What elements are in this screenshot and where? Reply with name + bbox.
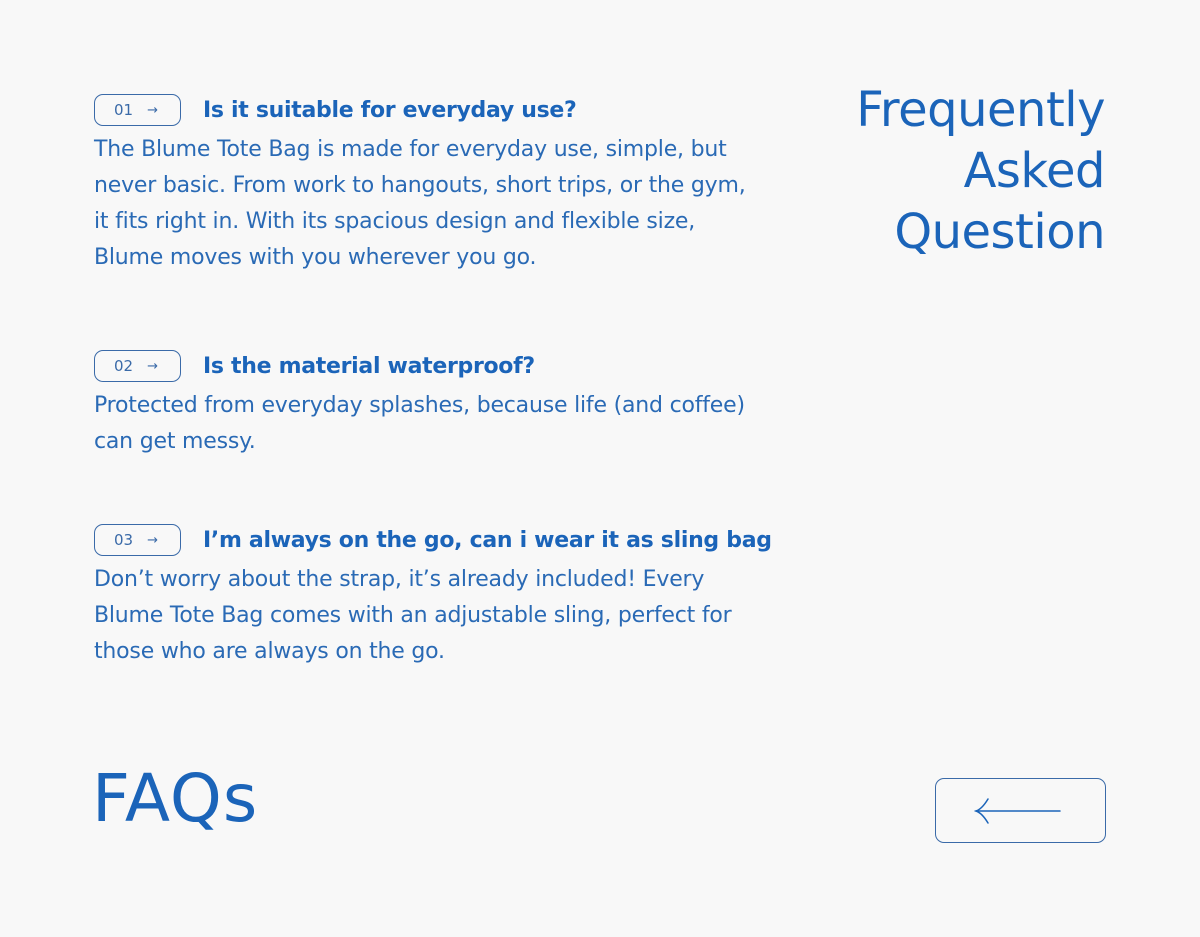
faq-answer-line: Protected from everyday splashes, because life (and coffee) bbox=[94, 393, 745, 418]
arrow-left-icon bbox=[974, 797, 1062, 825]
faq-number: 02 bbox=[114, 357, 134, 375]
page-title-line: Asked bbox=[963, 143, 1105, 199]
faq-item-2 bbox=[94, 350, 745, 460]
faq-answer-line: it fits right in. With its spacious design and flexible size, bbox=[94, 209, 696, 234]
faq-answer-line: Blume Tote Bag comes with an adjustable sling, perfect for bbox=[94, 603, 732, 628]
back-button[interactable] bbox=[935, 778, 1106, 843]
faq-item-header bbox=[94, 350, 745, 382]
faq-answer-line: never basic. From work to hangouts, short trips, or the gym, bbox=[94, 173, 746, 198]
faq-answer-line: Blume moves with you wherever you go. bbox=[94, 245, 537, 270]
faq-question: Is the material waterproof? bbox=[203, 353, 535, 379]
faq-answer bbox=[94, 562, 772, 670]
faq-question: I’m always on the go, can i wear it as sling bag bbox=[203, 527, 772, 553]
page-title-line: Frequently bbox=[856, 82, 1105, 138]
faq-item-3 bbox=[94, 524, 772, 670]
faq-item-header bbox=[94, 94, 746, 126]
faq-number: 03 bbox=[114, 531, 134, 549]
faq-item-1 bbox=[94, 94, 746, 276]
faq-number-pill[interactable] bbox=[94, 524, 181, 556]
arrow-right-icon: → bbox=[147, 102, 158, 118]
page-title-line: Question bbox=[894, 204, 1105, 260]
faq-number-pill[interactable] bbox=[94, 350, 181, 382]
faq-answer bbox=[94, 388, 745, 460]
faqs-label: FAQs bbox=[92, 760, 259, 837]
faq-number: 01 bbox=[114, 101, 134, 119]
faq-answer-line: The Blume Tote Bag is made for everyday use, simple, but bbox=[94, 137, 727, 162]
arrow-right-icon: → bbox=[147, 358, 158, 374]
faq-answer-line: can get messy. bbox=[94, 429, 256, 454]
faq-question: Is it suitable for everyday use? bbox=[203, 97, 577, 123]
page-title bbox=[856, 80, 1105, 263]
faq-number-pill[interactable] bbox=[94, 94, 181, 126]
arrow-right-icon: → bbox=[147, 532, 158, 548]
faq-answer-line: Don’t worry about the strap, it’s already included! Every bbox=[94, 567, 705, 592]
faq-item-header bbox=[94, 524, 772, 556]
faq-answer bbox=[94, 132, 746, 276]
faq-answer-line: those who are always on the go. bbox=[94, 639, 445, 664]
